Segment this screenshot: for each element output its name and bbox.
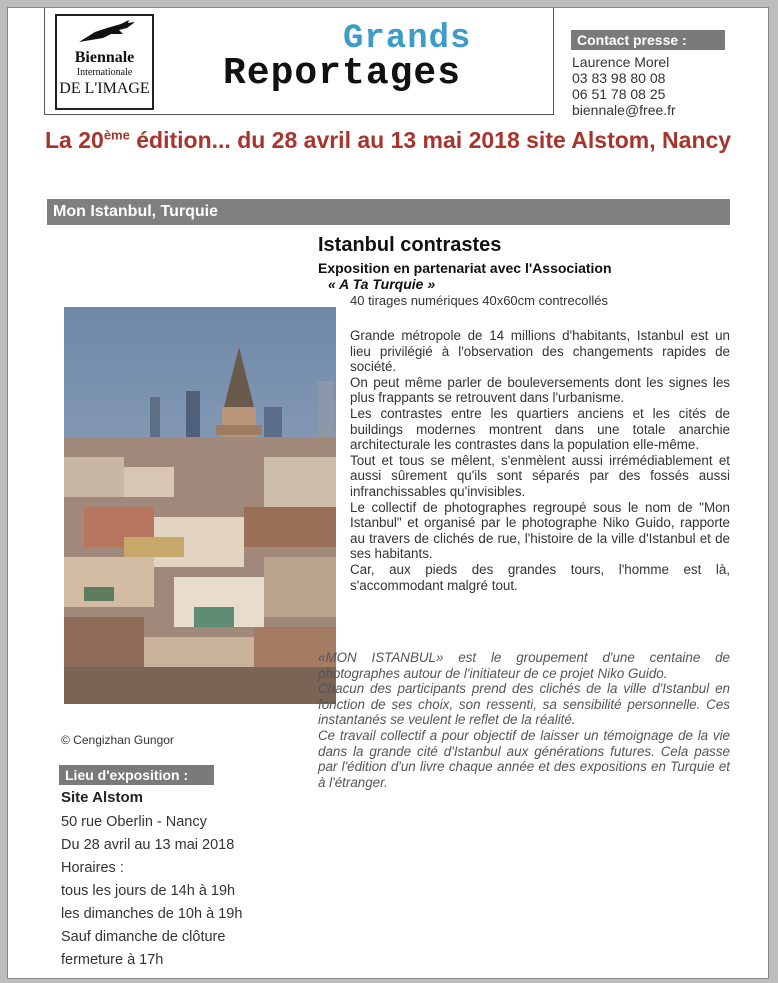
- photo-credit: © Cengizhan Gungor: [61, 733, 174, 747]
- contact-name: Laurence Morel: [572, 54, 670, 70]
- lieu-line: Du 28 avril au 13 mai 2018: [61, 837, 235, 853]
- lieu-line: Horaires :: [61, 860, 124, 876]
- body-paragraph: Le collectif de photographes regroupé sous le nom de "Mon Istanbul" et organisé par le photographe Niko Guido, rapporte au travers de clichés de rue, l'histoire de la ville d'Istanbul et de ses habitants.: [350, 499, 730, 562]
- logo-line2: Internationale: [76, 67, 133, 78]
- body-paragraph: Tout et tous se mêlent, s'enmèlent aussi irrémédiablement et aussi sûrement qu'ils sont séparés par des fossés aussi infranchissables qu'invisibles.: [350, 452, 730, 499]
- body-text: [350, 328, 730, 593]
- biennale-logo: [55, 14, 154, 110]
- contact-heading: Contact presse :: [571, 30, 725, 50]
- header-box: [44, 8, 554, 115]
- header-title-reportages: Reportages: [223, 52, 462, 95]
- body-paragraph: Car, aux pieds des grandes tours, l'homme est là, s'accommodant malgré tout.: [350, 561, 730, 593]
- logo-line1: Biennale: [74, 49, 135, 66]
- edition-sup: ème: [103, 127, 130, 143]
- lieu-heading: Lieu d'exposition :: [59, 765, 214, 785]
- expo-association: « A Ta Turquie »: [328, 276, 436, 292]
- italic-text: [318, 650, 730, 790]
- lieu-line: Sauf dimanche de clôture: [61, 929, 226, 945]
- lieu-line: tous les jours de 14h à 19h: [61, 883, 236, 899]
- body-paragraph: Les contrastes entre les quartiers anciens et les cités de buildings modernes montrent dans une totale anarchie architecturale les contrastes dans la population elle-même.: [350, 405, 730, 453]
- italic-paragraph: Chacun des participants prend des clichés de la ville d'Istanbul en fonction de ses choix, son ressenti, sa sensibilité personnelle. Ces instantanés se veulent le reflet de la réalité.: [318, 681, 730, 728]
- italic-paragraph: «MON ISTANBUL» est le groupement d'une centaine de photographes autour de l'initiateur de ce projet Niko Guido.: [318, 650, 730, 681]
- lieu-line: fermeture à 17h: [61, 952, 164, 968]
- body-paragraph: Grande métropole de 14 millions d'habitants, Istanbul est un lieu privilégié à l'observation des changements rapides de société.: [350, 328, 730, 375]
- bird-icon: [77, 20, 137, 48]
- page: [7, 7, 769, 979]
- italic-paragraph: Ce travail collectif a pour objectif de laisser un témoignage de la vie dans la grande cité d'Istanbul aux générations futures. Cela passe par l'édition d'un livre chaque année et des expositions en Turquie et à l'étranger.: [318, 727, 730, 790]
- section-title: Mon Istanbul, Turquie: [47, 199, 730, 225]
- expo-title: Istanbul contrastes: [318, 234, 502, 256]
- lieu-details: [61, 811, 242, 972]
- edition-banner: [45, 127, 731, 154]
- contact-phone1: 03 83 98 80 08: [572, 70, 666, 86]
- lieu-line: les dimanches de 10h à 19h: [61, 906, 243, 922]
- edition-post: édition... du 28 avril au 13 mai 2018 site Alstom, Nancy: [129, 127, 732, 153]
- lieu-site: Site Alstom: [61, 789, 143, 806]
- lieu-line: 50 rue Oberlin - Nancy: [61, 814, 207, 830]
- contact-phone2: 06 51 78 08 25: [572, 86, 666, 102]
- edition-pre: La 20: [45, 127, 104, 153]
- body-paragraph: On peut même parler de bouleversements dont les signes les plus frappants se retrouvent dans l'urbanisme.: [350, 374, 730, 406]
- istanbul-photo: [64, 307, 336, 704]
- expo-subtitle: Exposition en partenariat avec l'Association: [318, 260, 612, 276]
- expo-prints: 40 tirages numériques 40x60cm contrecollés: [350, 293, 608, 308]
- header-title-grands: Grands: [343, 20, 472, 58]
- contact-email[interactable]: biennale@free.fr: [572, 102, 676, 118]
- logo-line3: DE L'IMAGE: [59, 80, 150, 97]
